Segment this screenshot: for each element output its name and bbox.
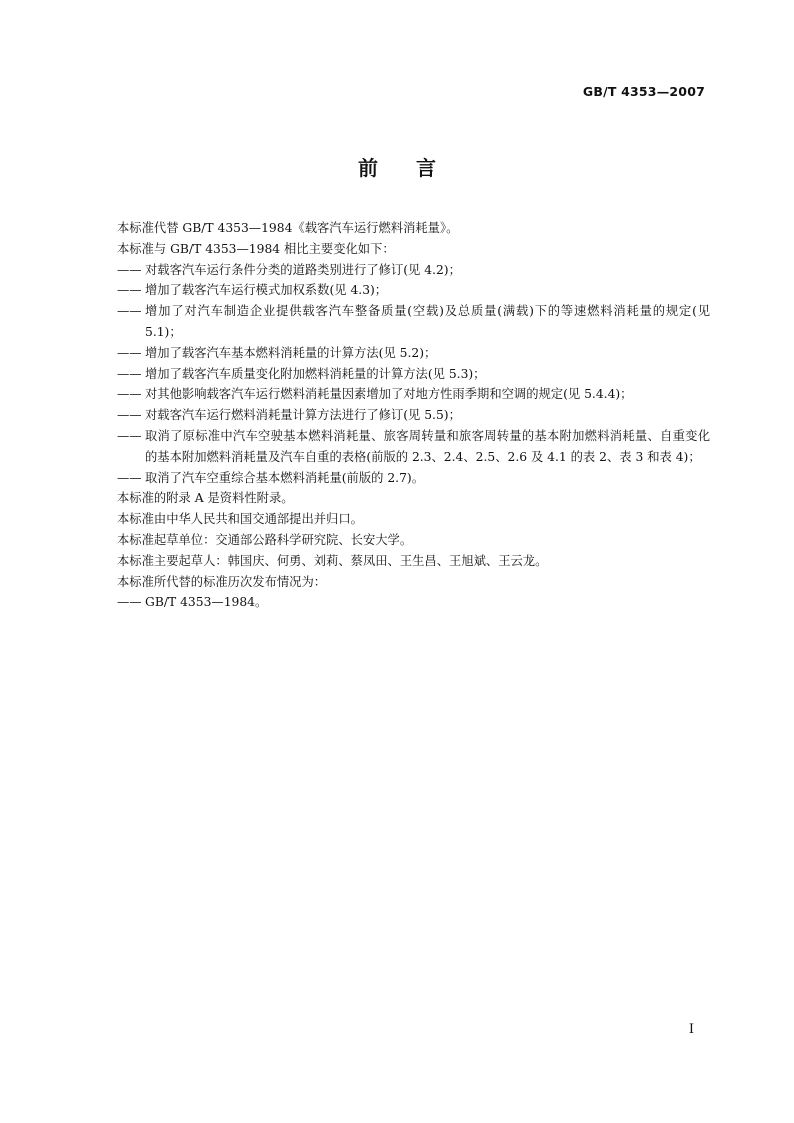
change-item bbox=[117, 426, 710, 468]
page-number: I bbox=[688, 1022, 694, 1037]
dash-marker: —— bbox=[117, 283, 142, 298]
title-char-1: 前 bbox=[358, 156, 378, 180]
change-item bbox=[117, 260, 710, 281]
change-text: 增加了对汽车制造企业提供载客汽车整备质量(空载)及总质量(满载)下的等速燃料消耗量的规定(见 5.1)； bbox=[145, 304, 710, 339]
foreword-body bbox=[117, 218, 710, 613]
page-title bbox=[0, 152, 794, 181]
drafting-units: 本标准起草单位：交通部公路科学研究院、长安大学。 bbox=[117, 532, 413, 547]
history-text: GB/T 4353—1984。 bbox=[145, 595, 268, 610]
title-char-2: 言 bbox=[416, 156, 436, 180]
dash-marker: —— bbox=[117, 428, 142, 443]
change-text: 对其他影响载客汽车运行燃料消耗量因素增加了对地方性雨季期和空调的规定(见 5.4.4)； bbox=[145, 387, 633, 402]
dash-marker: —— bbox=[117, 366, 142, 381]
proposer-statement: 本标准由中华人民共和国交通部提出并归口。 bbox=[117, 512, 363, 527]
change-text: 取消了汽车空重综合基本燃料消耗量(前版的 2.7)。 bbox=[145, 470, 424, 485]
change-item bbox=[117, 343, 710, 364]
change-text: 增加了载客汽车基本燃料消耗量的计算方法(见 5.2)； bbox=[145, 345, 437, 360]
dash-marker: —— bbox=[117, 262, 142, 277]
change-item bbox=[117, 301, 710, 343]
change-text: 增加了载客汽车质量变化附加燃料消耗量的计算方法(见 5.3)； bbox=[145, 366, 486, 381]
dash-marker: —— bbox=[117, 304, 142, 319]
history-intro: 本标准所代替的标准历次发布情况为： bbox=[117, 574, 327, 589]
change-item bbox=[117, 364, 710, 385]
change-item bbox=[117, 468, 710, 489]
annex-statement: 本标准的附录 A 是资料性附录。 bbox=[117, 491, 294, 506]
dash-marker: —— bbox=[117, 408, 142, 423]
dash-marker: —— bbox=[117, 345, 142, 360]
history-item bbox=[117, 592, 710, 613]
standard-code-header: GB/T 4353—2007 bbox=[582, 84, 705, 99]
change-text: 对载客汽车运行条件分类的道路类别进行了修订(见 4.2)； bbox=[145, 262, 461, 277]
change-text: 取消了原标准中汽车空驶基本燃料消耗量、旅客周转量和旅客周转量的基本附加燃料消耗量、自重变化的基本附加燃料消耗量及汽车自重的表格(前版的 2.3、2.4、2.5、2.6 及 4.1 的表 2、表 3 和表 4)； bbox=[145, 428, 710, 464]
replacement-statement: 本标准代替 GB/T 4353—1984《载客汽车运行燃料消耗量》。 bbox=[117, 221, 459, 235]
change-item bbox=[117, 384, 710, 405]
changes-intro: 本标准与 GB/T 4353—1984 相比主要变化如下： bbox=[117, 241, 395, 256]
drafters: 本标准主要起草人：韩国庆、何勇、刘莉、蔡凤田、王生昌、王旭斌、王云龙。 bbox=[117, 553, 548, 568]
dash-marker: —— bbox=[117, 387, 142, 402]
dash-marker: —— bbox=[117, 470, 142, 485]
dash-marker: —— bbox=[117, 595, 142, 610]
change-text: 增加了载客汽车运行模式加权系数(见 4.3)； bbox=[145, 283, 388, 298]
change-item bbox=[117, 280, 710, 301]
change-text: 对载客汽车运行燃料消耗量计算方法进行了修订(见 5.5)； bbox=[145, 408, 461, 423]
change-item bbox=[117, 405, 710, 426]
